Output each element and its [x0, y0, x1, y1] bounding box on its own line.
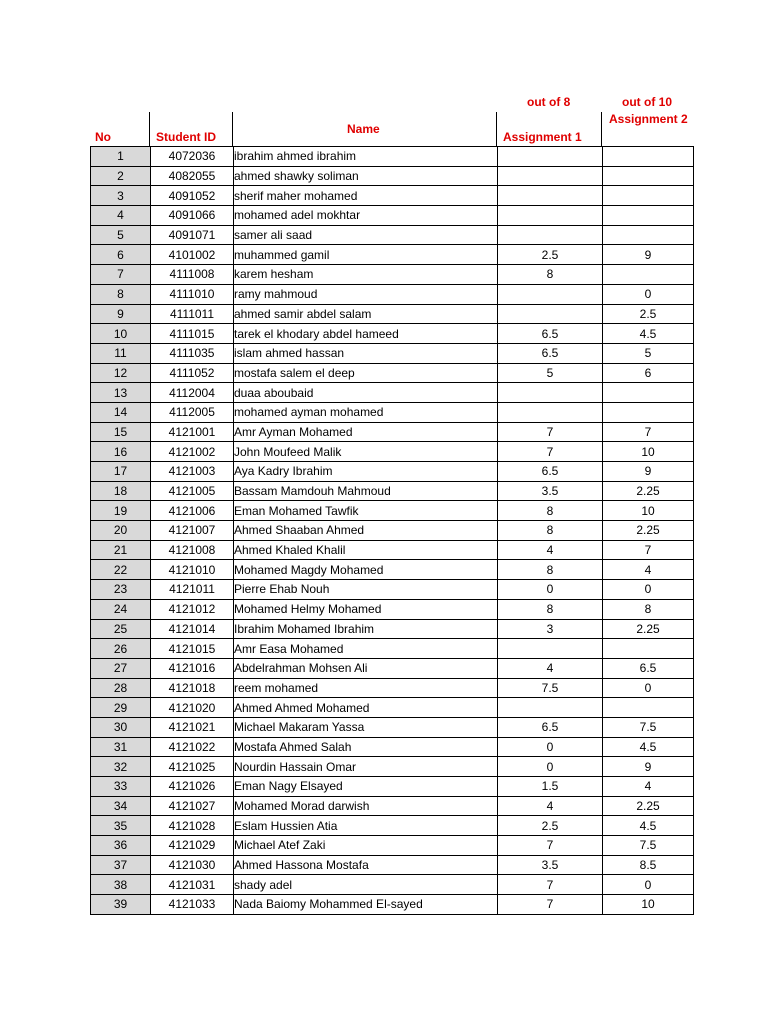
row-number: 15 — [91, 422, 151, 442]
table-row — [91, 402, 694, 422]
row-number: 2 — [91, 166, 151, 186]
row-number: 34 — [91, 796, 151, 816]
student-name: Abdelrahman Mohsen Ali — [234, 658, 498, 678]
student-name: Aya Kadry Ibrahim — [234, 462, 498, 482]
header-divider — [496, 112, 497, 146]
table-row — [91, 757, 694, 777]
table-row — [91, 363, 694, 383]
assignment2-score: 4.5 — [603, 816, 694, 836]
table-row — [91, 304, 694, 324]
header-assignment2-out-of: out of 10 — [622, 95, 672, 109]
student-id: 4121031 — [151, 875, 234, 895]
table-row — [91, 895, 694, 915]
student-name: Ahmed Khaled Khalil — [234, 540, 498, 560]
assignment2-score: 9 — [603, 245, 694, 265]
assignment1-score — [498, 402, 603, 422]
student-name: reem mohamed — [234, 678, 498, 698]
row-number: 5 — [91, 225, 151, 245]
student-id: 4121018 — [151, 678, 234, 698]
assignment2-score — [603, 225, 694, 245]
student-name: ahmed samir abdel salam — [234, 304, 498, 324]
table-row — [91, 540, 694, 560]
student-name: Ibrahim Mohamed Ibrahim — [234, 619, 498, 639]
assignment1-score: 3 — [498, 619, 603, 639]
student-id: 4111052 — [151, 363, 234, 383]
assignment2-score: 4.5 — [603, 324, 694, 344]
row-number: 29 — [91, 698, 151, 718]
row-number: 28 — [91, 678, 151, 698]
student-id: 4121015 — [151, 639, 234, 659]
student-id: 4121030 — [151, 855, 234, 875]
table-row — [91, 462, 694, 482]
student-name: Ahmed Hassona Mostafa — [234, 855, 498, 875]
assignment1-score: 7 — [498, 875, 603, 895]
assignment1-score: 2.5 — [498, 245, 603, 265]
student-id: 4121027 — [151, 796, 234, 816]
student-id: 4121008 — [151, 540, 234, 560]
assignment1-score: 8 — [498, 265, 603, 285]
assignment1-score: 8 — [498, 521, 603, 541]
student-id: 4121003 — [151, 462, 234, 482]
student-id: 4121025 — [151, 757, 234, 777]
student-id: 4121033 — [151, 895, 234, 915]
assignment1-score: 7.5 — [498, 678, 603, 698]
assignment1-score — [498, 698, 603, 718]
table-row — [91, 619, 694, 639]
student-id: 4121028 — [151, 816, 234, 836]
assignment2-score: 8 — [603, 599, 694, 619]
table-row — [91, 521, 694, 541]
row-number: 1 — [91, 147, 151, 167]
row-number: 21 — [91, 540, 151, 560]
row-number: 11 — [91, 343, 151, 363]
student-name: tarek el khodary abdel hameed — [234, 324, 498, 344]
student-id: 4111010 — [151, 284, 234, 304]
assignment1-score: 6.5 — [498, 343, 603, 363]
assignment2-score: 2.25 — [603, 796, 694, 816]
assignment1-score — [498, 225, 603, 245]
student-name: karem hesham — [234, 265, 498, 285]
student-id: 4121014 — [151, 619, 234, 639]
header-assignment2: Assignment 2 — [609, 112, 688, 126]
student-name: islam ahmed hassan — [234, 343, 498, 363]
student-name: Eman Nagy Elsayed — [234, 777, 498, 797]
row-number: 3 — [91, 186, 151, 206]
grades-table — [90, 146, 694, 915]
row-number: 37 — [91, 855, 151, 875]
row-number: 38 — [91, 875, 151, 895]
assignment2-score: 6 — [603, 363, 694, 383]
assignment1-score: 8 — [498, 501, 603, 521]
table-row — [91, 343, 694, 363]
table-row — [91, 324, 694, 344]
student-name: Eslam Hussien Atia — [234, 816, 498, 836]
table-row — [91, 875, 694, 895]
student-id: 4112004 — [151, 383, 234, 403]
table-row — [91, 836, 694, 856]
header-divider — [601, 112, 602, 146]
student-name: Mohamed Morad darwish — [234, 796, 498, 816]
assignment1-score: 7 — [498, 442, 603, 462]
student-name: Nourdin Hassain Omar — [234, 757, 498, 777]
row-number: 31 — [91, 737, 151, 757]
student-name: Nada Baiomy Mohammed El-sayed — [234, 895, 498, 915]
student-name: Michael Makaram Yassa — [234, 717, 498, 737]
student-id: 4121010 — [151, 560, 234, 580]
assignment1-score: 7 — [498, 895, 603, 915]
header-assignment1: Assignment 1 — [503, 130, 582, 144]
assignment2-score: 10 — [603, 442, 694, 462]
assignment2-score — [603, 639, 694, 659]
student-id: 4121012 — [151, 599, 234, 619]
student-name: John Moufeed Malik — [234, 442, 498, 462]
student-name: Mohamed Helmy Mohamed — [234, 599, 498, 619]
assignment1-score: 5 — [498, 363, 603, 383]
table-row — [91, 599, 694, 619]
assignment2-score: 9 — [603, 757, 694, 777]
row-number: 24 — [91, 599, 151, 619]
table-row — [91, 501, 694, 521]
student-id: 4121006 — [151, 501, 234, 521]
assignment2-score — [603, 166, 694, 186]
table-row — [91, 225, 694, 245]
row-number: 9 — [91, 304, 151, 324]
row-number: 6 — [91, 245, 151, 265]
row-number: 35 — [91, 816, 151, 836]
student-name: mohamed ayman mohamed — [234, 402, 498, 422]
student-name: ibrahim ahmed ibrahim — [234, 147, 498, 167]
assignment2-score: 8.5 — [603, 855, 694, 875]
row-number: 39 — [91, 895, 151, 915]
student-name: duaa aboubaid — [234, 383, 498, 403]
row-number: 32 — [91, 757, 151, 777]
table-row — [91, 481, 694, 501]
assignment2-score — [603, 402, 694, 422]
row-number: 17 — [91, 462, 151, 482]
student-id: 4121026 — [151, 777, 234, 797]
student-name: Eman Mohamed Tawfik — [234, 501, 498, 521]
table-row — [91, 265, 694, 285]
student-name: shady adel — [234, 875, 498, 895]
student-id: 4091066 — [151, 206, 234, 226]
table-row — [91, 560, 694, 580]
assignment2-score: 0 — [603, 284, 694, 304]
student-id: 4082055 — [151, 166, 234, 186]
student-name: mohamed adel mokhtar — [234, 206, 498, 226]
table-row — [91, 166, 694, 186]
assignment2-score: 2.25 — [603, 481, 694, 501]
student-id: 4121021 — [151, 717, 234, 737]
student-name: Ahmed Ahmed Mohamed — [234, 698, 498, 718]
assignment1-score: 3.5 — [498, 481, 603, 501]
row-number: 23 — [91, 580, 151, 600]
assignment2-score: 7 — [603, 540, 694, 560]
assignment2-score — [603, 206, 694, 226]
row-number: 26 — [91, 639, 151, 659]
header-assignment1-out-of: out of 8 — [527, 95, 571, 109]
student-name: samer ali saad — [234, 225, 498, 245]
student-id: 4121022 — [151, 737, 234, 757]
student-name: Mohamed Magdy Mohamed — [234, 560, 498, 580]
table-row — [91, 442, 694, 462]
assignment2-score: 5 — [603, 343, 694, 363]
assignment1-score: 0 — [498, 580, 603, 600]
assignment1-score — [498, 206, 603, 226]
student-name: ramy mahmoud — [234, 284, 498, 304]
assignment1-score: 6.5 — [498, 324, 603, 344]
student-id: 4121011 — [151, 580, 234, 600]
assignment2-score: 6.5 — [603, 658, 694, 678]
row-number: 19 — [91, 501, 151, 521]
row-number: 4 — [91, 206, 151, 226]
grades-table-body — [91, 147, 694, 915]
row-number: 30 — [91, 717, 151, 737]
table-row — [91, 737, 694, 757]
assignment2-score — [603, 265, 694, 285]
assignment1-score: 0 — [498, 737, 603, 757]
assignment2-score: 2.25 — [603, 619, 694, 639]
table-row — [91, 284, 694, 304]
assignment1-score: 8 — [498, 599, 603, 619]
assignment2-score: 10 — [603, 501, 694, 521]
student-id: 4111035 — [151, 343, 234, 363]
assignment2-score — [603, 186, 694, 206]
assignment2-score: 4 — [603, 777, 694, 797]
assignment2-score — [603, 147, 694, 167]
assignment2-score: 4.5 — [603, 737, 694, 757]
assignment1-score — [498, 284, 603, 304]
table-row — [91, 855, 694, 875]
assignment1-score — [498, 383, 603, 403]
header-name: Name — [347, 122, 380, 136]
row-number: 12 — [91, 363, 151, 383]
row-number: 27 — [91, 658, 151, 678]
student-id: 4111008 — [151, 265, 234, 285]
student-id: 4072036 — [151, 147, 234, 167]
student-name: muhammed gamil — [234, 245, 498, 265]
student-name: Bassam Mamdouh Mahmoud — [234, 481, 498, 501]
student-id: 4091052 — [151, 186, 234, 206]
table-row — [91, 206, 694, 226]
student-id: 4121029 — [151, 836, 234, 856]
assignment1-score: 8 — [498, 560, 603, 580]
assignment1-score: 1.5 — [498, 777, 603, 797]
assignment1-score: 0 — [498, 757, 603, 777]
student-name: Amr Ayman Mohamed — [234, 422, 498, 442]
row-number: 22 — [91, 560, 151, 580]
student-id: 4121007 — [151, 521, 234, 541]
student-name: sherif maher mohamed — [234, 186, 498, 206]
row-number: 36 — [91, 836, 151, 856]
table-row — [91, 245, 694, 265]
assignment1-score — [498, 186, 603, 206]
table-row — [91, 796, 694, 816]
table-row — [91, 422, 694, 442]
assignment2-score: 0 — [603, 580, 694, 600]
student-id: 4121001 — [151, 422, 234, 442]
table-row — [91, 147, 694, 167]
assignment2-score: 7.5 — [603, 717, 694, 737]
table-row — [91, 383, 694, 403]
assignment1-score: 4 — [498, 796, 603, 816]
student-name: Mostafa Ahmed Salah — [234, 737, 498, 757]
table-row — [91, 186, 694, 206]
row-number: 16 — [91, 442, 151, 462]
student-name: Amr Easa Mohamed — [234, 639, 498, 659]
assignment1-score: 6.5 — [498, 462, 603, 482]
student-id: 4091071 — [151, 225, 234, 245]
table-row — [91, 777, 694, 797]
row-number: 33 — [91, 777, 151, 797]
row-number: 10 — [91, 324, 151, 344]
assignment2-score: 7.5 — [603, 836, 694, 856]
header-divider — [149, 112, 150, 146]
assignment1-score: 7 — [498, 836, 603, 856]
table-row — [91, 639, 694, 659]
assignment2-score: 0 — [603, 678, 694, 698]
assignment2-score: 9 — [603, 462, 694, 482]
table-row — [91, 717, 694, 737]
assignment1-score — [498, 147, 603, 167]
assignment1-score — [498, 304, 603, 324]
assignment2-score: 2.5 — [603, 304, 694, 324]
student-id: 4121002 — [151, 442, 234, 462]
assignment1-score: 4 — [498, 658, 603, 678]
row-number: 7 — [91, 265, 151, 285]
row-number: 14 — [91, 402, 151, 422]
student-name: Ahmed Shaaban Ahmed — [234, 521, 498, 541]
assignment1-score: 3.5 — [498, 855, 603, 875]
student-id: 4121016 — [151, 658, 234, 678]
student-id: 4111011 — [151, 304, 234, 324]
row-number: 20 — [91, 521, 151, 541]
table-row — [91, 816, 694, 836]
header-student-id: Student ID — [156, 130, 216, 144]
assignment2-score: 7 — [603, 422, 694, 442]
student-id: 4111015 — [151, 324, 234, 344]
header-divider — [232, 112, 233, 146]
assignment1-score: 7 — [498, 422, 603, 442]
assignment2-score: 10 — [603, 895, 694, 915]
table-row — [91, 678, 694, 698]
student-name: Michael Atef Zaki — [234, 836, 498, 856]
table-header — [90, 92, 693, 146]
table-row — [91, 658, 694, 678]
student-name: mostafa salem el deep — [234, 363, 498, 383]
assignment1-score — [498, 166, 603, 186]
row-number: 13 — [91, 383, 151, 403]
header-no: No — [95, 130, 111, 144]
assignment2-score: 0 — [603, 875, 694, 895]
assignment2-score: 4 — [603, 560, 694, 580]
table-row — [91, 698, 694, 718]
student-id: 4121020 — [151, 698, 234, 718]
row-number: 18 — [91, 481, 151, 501]
row-number: 8 — [91, 284, 151, 304]
student-id: 4112005 — [151, 402, 234, 422]
assignment1-score: 6.5 — [498, 717, 603, 737]
row-number: 25 — [91, 619, 151, 639]
student-id: 4101002 — [151, 245, 234, 265]
assignment1-score — [498, 639, 603, 659]
table-row — [91, 580, 694, 600]
assignment2-score — [603, 698, 694, 718]
assignment1-score: 4 — [498, 540, 603, 560]
student-id: 4121005 — [151, 481, 234, 501]
assignment2-score — [603, 383, 694, 403]
assignment1-score: 2.5 — [498, 816, 603, 836]
assignment2-score: 2.25 — [603, 521, 694, 541]
student-name: Pierre Ehab Nouh — [234, 580, 498, 600]
student-name: ahmed shawky soliman — [234, 166, 498, 186]
